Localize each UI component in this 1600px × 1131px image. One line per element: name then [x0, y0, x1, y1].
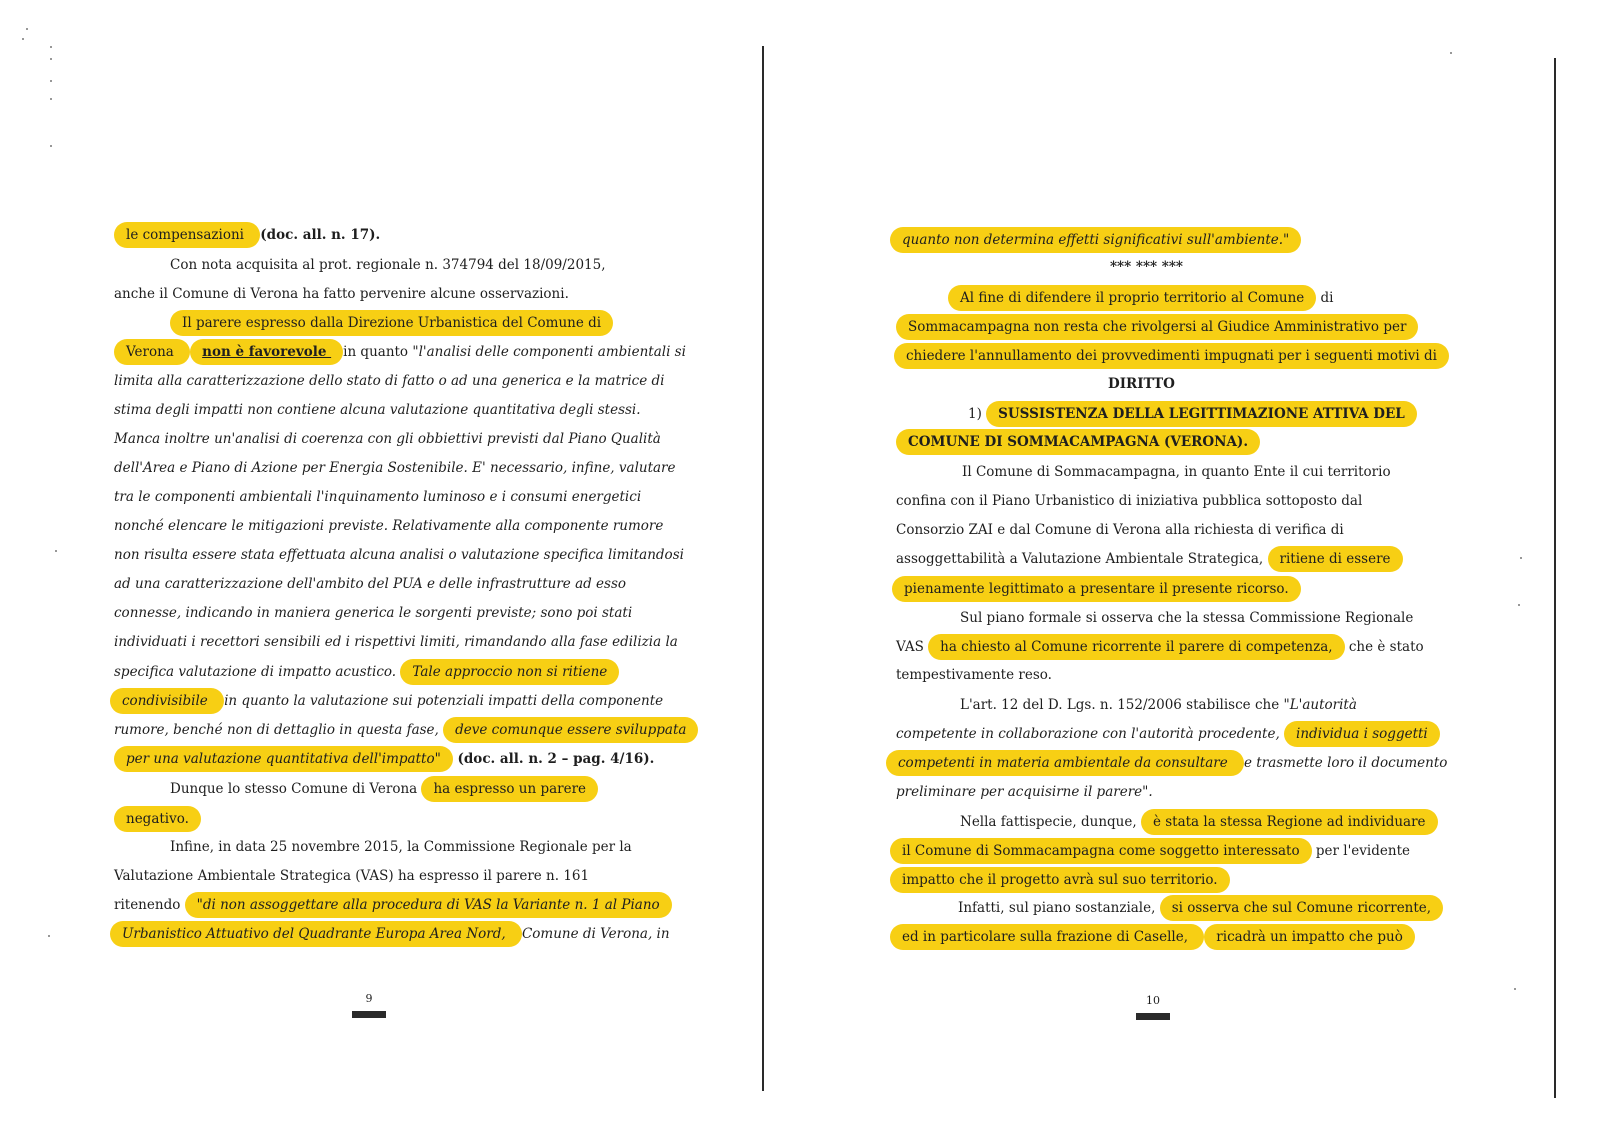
- highlighted-text: Verona: [114, 339, 190, 365]
- left-page-text-line: [114, 721, 687, 739]
- left-page-number-text: 9: [365, 992, 373, 1005]
- left-page-text-line: [114, 633, 678, 651]
- scan-speck: [50, 80, 52, 82]
- highlighted-text: individua i soggetti: [1284, 721, 1440, 747]
- text-span: per l'evidente: [1311, 843, 1410, 859]
- text-span: stima degli impatti non contiene alcuna valutazione quantitativa degli stessi.: [114, 402, 641, 418]
- scan-speck: [1520, 557, 1522, 559]
- scan-speck: [48, 935, 50, 937]
- text-span: confina con il Piano Urbanistico di iniziativa pubblica sottoposto dal: [896, 493, 1363, 509]
- text-span: limita alla caratterizzazione dello stato di fatto o ad una generica e la matrice di: [114, 373, 665, 389]
- left-page-text-line: [170, 256, 606, 274]
- text-span: DIRITTO: [1108, 376, 1175, 392]
- left-page-text-line: [114, 810, 214, 828]
- highlighted-text: condivisibile: [110, 688, 224, 714]
- right-page-edge: [1554, 58, 1556, 1098]
- left-page-text-line: [110, 692, 664, 710]
- scan-speck: [1518, 604, 1520, 606]
- text-span: che è stato: [1344, 639, 1424, 655]
- text-span: connesse, indicando in maniera generica le sorgenti previste; sono poi stati: [114, 605, 633, 621]
- highlighted-text: ritiene di essere: [1268, 546, 1403, 572]
- highlighted-text: ed in particolare sulla frazione di Caselle,: [890, 924, 1204, 950]
- right-page-text-line: [1110, 258, 1190, 276]
- highlighted-text: ha chiesto al Comune ricorrente il parere di competenza,: [928, 634, 1344, 660]
- right-page-text-line: [896, 318, 1407, 336]
- left-page: [0, 0, 760, 1131]
- right-page-text-line: [960, 696, 1357, 714]
- right-page-text-line: [960, 609, 1414, 627]
- highlighted-text: Urbanistico Attuativo del Quadrante Europa Area Nord,: [110, 921, 522, 947]
- left-page-text-line: [114, 896, 660, 914]
- scan-speck: [50, 98, 52, 100]
- text-span: tra le componenti ambientali l'inquinamento luminoso e i consumi energetici: [114, 489, 642, 505]
- text-span: L'art. 12 del D. Lgs. n. 152/2006 stabilisce che: [960, 697, 1284, 713]
- text-span: individuati i recettori sensibili ed i rispettivi limiti, rimandando alla fase edilizia la: [114, 634, 678, 650]
- text-span: Dunque lo stesso Comune di Verona: [170, 781, 422, 797]
- right-page-number-bar: [1136, 1013, 1170, 1020]
- text-span: non risulta essere stata effettuata alcuna analisi o valutazione specifica limitandosi: [114, 547, 684, 563]
- left-page-text-line: [114, 546, 684, 564]
- text-span: dell'Area e Piano di Azione per Energia Sostenibile. E' necessario, infine, valutare: [114, 460, 676, 476]
- right-page-number: [1136, 994, 1170, 1020]
- highlighted-text: non è favorevole: [190, 339, 343, 365]
- right-page-text-line: [890, 842, 1410, 860]
- text-span: (doc. all. n. 17).: [260, 227, 381, 243]
- highlighted-text: è stata la stessa Regione ad individuare: [1141, 809, 1438, 835]
- text-span: Infatti, sul piano sostanziale,: [958, 900, 1160, 916]
- highlighted-text: COMUNE DI SOMMACAMPAGNA (VERONA).: [896, 429, 1260, 455]
- left-page-text-line: [114, 343, 686, 361]
- highlighted-text: "di non assoggettare alla procedura di VAS la Variante n. 1 al Piano: [185, 892, 672, 918]
- highlighted-text: per una valutazione quantitativa dell'impatto": [114, 746, 453, 772]
- text-span: Con nota acquisita al prot. regionale n. 374794 del 18/09/2015,: [170, 257, 606, 273]
- highlighted-text: le compensazioni: [114, 222, 260, 248]
- text-span: Sul piano formale si osserva che la stessa Commissione Regionale: [960, 610, 1414, 626]
- highlighted-text: quanto non determina effetti significativi sull'ambiente.": [890, 227, 1301, 253]
- scan-speck: [55, 550, 57, 552]
- left-page-text-line: [114, 226, 534, 244]
- text-span: rumore, benché non di dettaglio in questa fase,: [114, 722, 444, 738]
- right-page-text-line: [886, 754, 1448, 772]
- left-page-text-line: [170, 838, 632, 856]
- highlighted-text: Il parere espresso dalla Direzione Urbanistica del Comune di: [170, 310, 613, 336]
- left-page-number-bar: [352, 1011, 386, 1018]
- highlighted-text: SUSSISTENZA DELLA LEGITTIMAZIONE ATTIVA DEL: [986, 401, 1417, 427]
- right-page-text-line: [896, 666, 1076, 684]
- text-span: assoggettabilità a Valutazione Ambientale Strategica,: [896, 551, 1268, 567]
- text-span: preliminare per acquisirne il parere".: [896, 784, 1153, 800]
- scan-speck: [50, 58, 52, 60]
- left-page-text-line: [114, 575, 627, 593]
- text-span: tempestivamente reso.: [896, 667, 1052, 683]
- text-span: ad una caratterizzazione dell'ambito del PUA e delle infrastrutture ad esso: [114, 576, 627, 592]
- right-page-text-line: [890, 928, 1403, 946]
- left-page-text-line: [114, 750, 655, 768]
- text-span: ritenendo: [114, 897, 185, 913]
- text-span: Consorzio ZAI e dal Comune di Verona alla richiesta di verifica di: [896, 522, 1344, 538]
- right-page-text-line: [896, 521, 1344, 539]
- scan-speck: [50, 46, 52, 48]
- text-span: "L'autorità: [1283, 697, 1357, 713]
- left-page-text-line: [110, 925, 670, 943]
- text-span: specifica valutazione di impatto acustico.: [114, 664, 401, 680]
- text-span: e trasmette loro il documento: [1244, 755, 1448, 771]
- highlighted-text: pienamente legittimato a presentare il presente ricorso.: [892, 576, 1301, 602]
- text-span: Comune di Verona, in: [521, 926, 670, 942]
- text-span: in quanto la valutazione sui potenziali impatti della componente: [224, 693, 664, 709]
- text-span: VAS: [896, 639, 929, 655]
- highlighted-text: Al fine di difendere il proprio territorio al Comune: [948, 285, 1316, 311]
- text-span: Valutazione Ambientale Strategica (VAS) ha espresso il parere n. 161: [114, 868, 590, 884]
- right-page-text-line: [958, 899, 1432, 917]
- text-span: Manca inoltre un'analisi di coerenza con gli obbiettivi previsti dal Piano Qualità: [114, 431, 661, 447]
- text-span: (doc. all. n. 2 – pag. 4/16).: [452, 751, 655, 767]
- scan-speck: [1450, 52, 1452, 54]
- highlighted-text: impatto che il progetto avrà sul suo territorio.: [890, 867, 1230, 893]
- scan-speck: [22, 38, 24, 40]
- highlighted-text: ha espresso un parere: [421, 776, 598, 802]
- right-page-text-line: [960, 813, 1426, 831]
- right-page-text-line: [894, 347, 1437, 365]
- left-page-text-line: [114, 488, 642, 506]
- text-span: Infine, in data 25 novembre 2015, la Commissione Regionale per la: [170, 839, 632, 855]
- text-span: nonché elencare le mitigazioni previste. Relativamente alla componente rumore: [114, 518, 664, 534]
- highlighted-text: negativo.: [114, 806, 201, 832]
- scan-speck: [50, 145, 52, 147]
- left-page-text-line: [114, 604, 633, 622]
- text-span: "l'analisi delle componenti ambientali si: [412, 344, 686, 360]
- text-span: Nella fattispecie, dunque,: [960, 814, 1141, 830]
- right-page-text-line: [968, 405, 1405, 423]
- left-page-text-line: [114, 401, 641, 419]
- right-page-text-line: [1108, 375, 1198, 393]
- text-span: competente in collaborazione con l'autorità procedente,: [896, 726, 1285, 742]
- scan-speck: [1514, 988, 1516, 990]
- left-page-text-line: [114, 430, 661, 448]
- text-span: 1): [968, 406, 987, 422]
- left-page-text-line: [170, 780, 587, 798]
- right-page-text-line: [890, 871, 1218, 889]
- highlighted-text: Sommacampagna non resta che rivolgersi al Giudice Amministrativo per: [896, 314, 1418, 340]
- right-page-text-line: [896, 492, 1363, 510]
- right-page-text-line: [890, 231, 1290, 249]
- left-page-text-line: [114, 372, 665, 390]
- left-page-text-line: [170, 314, 602, 332]
- left-page-text-line: [114, 663, 608, 681]
- right-page-number-text: 10: [1146, 994, 1160, 1007]
- text-span: Il Comune di Sommacampagna, in quanto Ente il cui territorio: [962, 464, 1391, 480]
- text-span: in quanto: [343, 344, 413, 360]
- highlighted-text: chiedere l'annullamento dei provvedimenti impugnati per i seguenti motivi di: [894, 343, 1449, 369]
- right-page-text-line: [896, 638, 1424, 656]
- highlighted-text: si osserva che sul Comune ricorrente,: [1160, 895, 1443, 921]
- right-page-text-line: [948, 289, 1334, 307]
- highlighted-text: il Comune di Sommacampagna come soggetto interessato: [890, 838, 1312, 864]
- right-page-text-line: [896, 433, 1256, 451]
- text-span: di: [1316, 290, 1334, 306]
- right-page-text-line: [896, 783, 1153, 801]
- highlighted-text: ricadrà un impatto che può: [1204, 924, 1415, 950]
- highlighted-text: Tale approccio non si ritiene: [400, 659, 619, 685]
- right-page-text-line: [892, 580, 1289, 598]
- text-span: anche il Comune di Verona ha fatto pervenire alcune osservazioni.: [114, 286, 569, 302]
- text-span: *** *** ***: [1110, 259, 1183, 275]
- left-page-number: [352, 992, 386, 1018]
- highlighted-text: deve comunque essere sviluppata: [443, 717, 698, 743]
- right-page-text-line: [896, 550, 1391, 568]
- left-page-text-line: [114, 867, 590, 885]
- left-page-text-line: [114, 517, 664, 535]
- scan-speck: [26, 28, 28, 30]
- highlighted-text: competenti in materia ambientale da consultare: [886, 750, 1244, 776]
- left-page-text-line: [114, 459, 676, 477]
- left-page-text-line: [114, 285, 569, 303]
- right-page-text-line: [962, 463, 1391, 481]
- right-page-text-line: [896, 725, 1428, 743]
